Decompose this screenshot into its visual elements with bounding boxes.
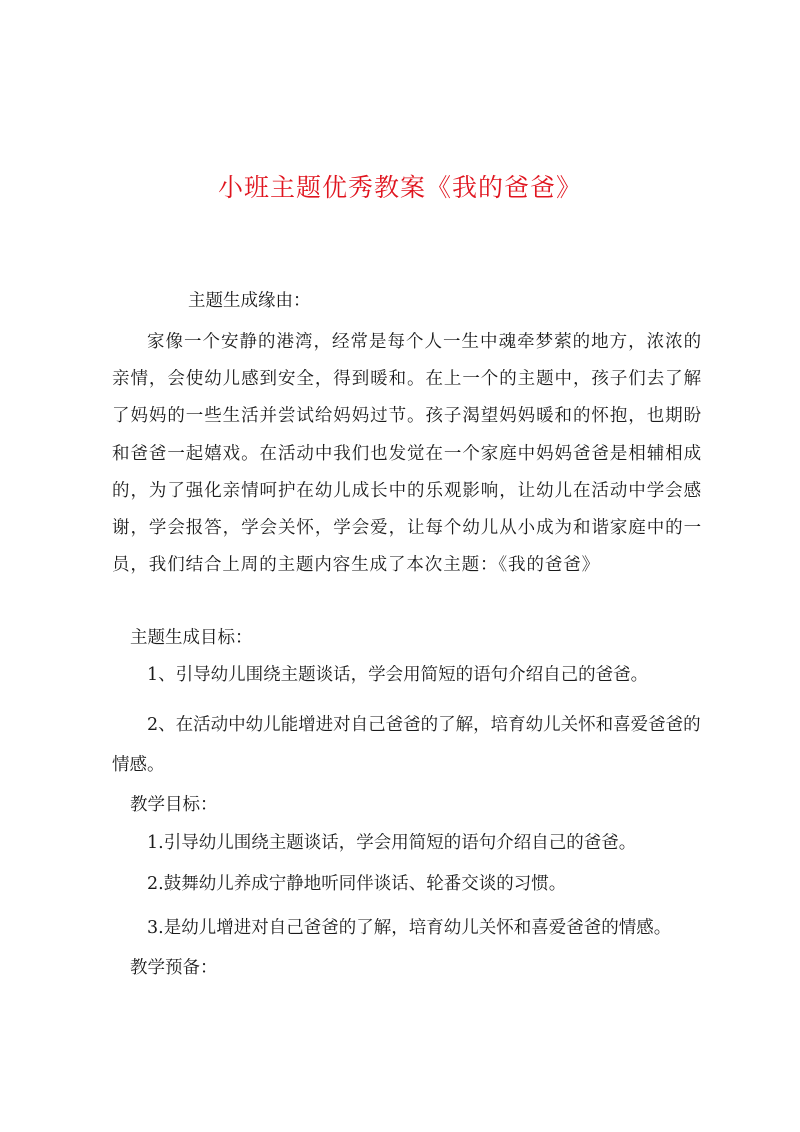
goal-item-2: 2、在活动中幼儿能增进对自己爸爸的了解，培育幼儿关怀和喜爱爸爸的情感。 — [112, 715, 701, 775]
section-heading-goals: 主题生成目标： — [130, 628, 253, 648]
section-heading-teaching: 教学目标： — [130, 795, 218, 815]
document-title: 小班主题优秀教案《我的爸爸》 — [217, 173, 582, 202]
section-heading-origin: 主题生成缘由： — [188, 291, 311, 311]
goal-item-1: 1、引导幼儿围绕主题谈话，学会用简短的语句介绍自己的爸爸。 — [147, 665, 649, 685]
section-heading-prep: 教学预备： — [130, 958, 218, 978]
section-origin-body: 家像一个安静的港湾，经常是每个人一生中魂牵梦萦的地方，浓浓的亲情，会使幼儿感到安全，得到暖和。在上一个的主题中，孩子们去了解了妈妈的一些生活并尝试给妈妈过节。孩子渴望妈妈暖和的怀抱，也期盼和爸爸一起嬉戏。在活动中我们也发觉在一个家庭中妈妈爸爸是相辅相成的，为了强化亲情呵护在幼儿成长中的乐观影响，让幼儿在活动中学会感谢，学会报答，学会关怀，学会爱，让每个幼儿从小成为和谐家庭中的一员，我们结合上周的主题内容生成了本次主题：《我的爸爸》 — [112, 332, 702, 576]
teaching-goal-item-3: 3.是幼儿增进对自己爸爸的了解，培育幼儿关怀和喜爱爸爸的情感。 — [147, 918, 672, 938]
teaching-goal-item-2: 2.鼓舞幼儿养成宁静地听同伴谈话、轮番交谈的习惯。 — [147, 874, 567, 894]
teaching-goal-item-1: 1.引导幼儿围绕主题谈话，学会用简短的语句介绍自己的爸爸。 — [147, 833, 637, 853]
